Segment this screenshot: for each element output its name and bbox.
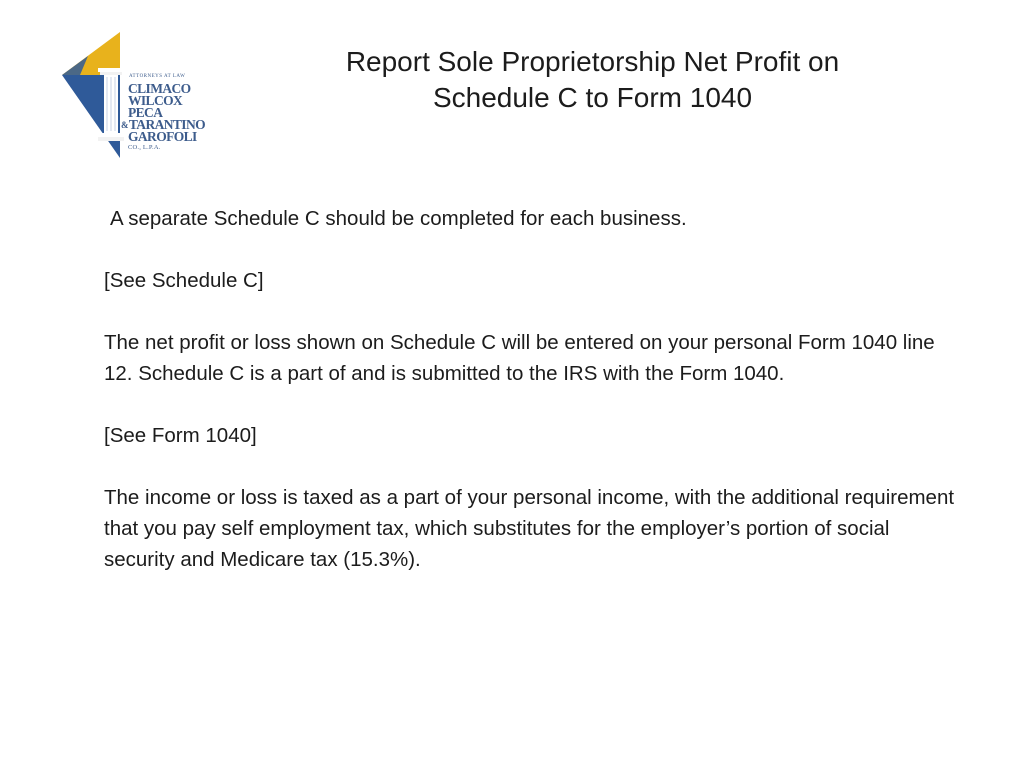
logo-name-5: GAROFOLI xyxy=(128,129,197,144)
logo-name-3: PECA xyxy=(128,105,163,120)
logo-name-4: TARANTINO xyxy=(128,117,206,132)
logo-ampersand: & xyxy=(121,120,128,130)
slide-title-line-2: Schedule C to Form 1040 xyxy=(432,82,753,113)
firm-logo xyxy=(58,30,206,160)
logo-wordmark xyxy=(121,74,206,152)
logo-suffix: CO., L.P.A. xyxy=(128,144,161,151)
slide-title-line-1: Report Sole Proprietorship Net Profit on xyxy=(345,46,840,77)
body-reference-form-1040: [See Form 1040] xyxy=(104,424,257,447)
slide-title xyxy=(260,44,925,116)
logo-tagline: ATTORNEYS AT LAW xyxy=(129,74,186,79)
logo-name-1: CLIMACO xyxy=(128,81,191,96)
body-paragraph-intro: A separate Schedule C should be completed for each business. xyxy=(110,207,687,230)
body-paragraph-net-profit: The net profit or loss shown on Schedule C will be entered on your personal Form 1040 line 12. Schedule C is a part of and is submitted to the IRS with the Form 1040. xyxy=(104,331,935,385)
logo-name-2: WILCOX xyxy=(128,93,183,108)
slide-body xyxy=(104,203,964,606)
body-reference-schedule-c: [See Schedule C] xyxy=(104,269,264,292)
body-paragraph-taxation: The income or loss is taxed as a part of your personal income, with the additional requirement that you pay self employment tax, which substitutes for the employer’s portion of social security and Medicare tax (15.3%). xyxy=(104,486,955,571)
